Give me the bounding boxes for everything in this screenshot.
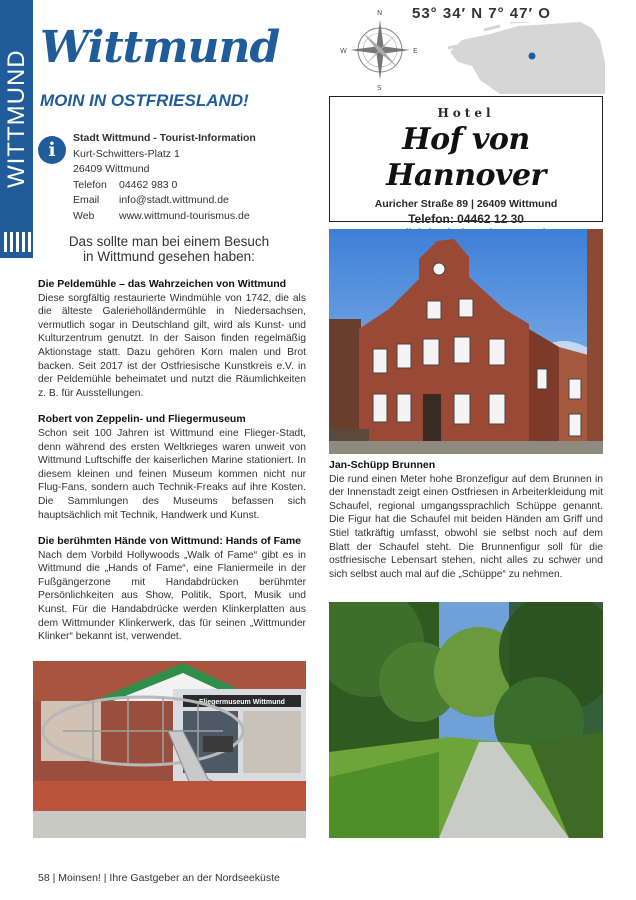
section-heading: Die berühmten Hände von Wittmund: Hands of Fame [38,535,302,548]
section-heading: Jan-Schüpp Brunnen [329,459,436,471]
compass-rose-icon [340,6,420,90]
photo-historic-building [329,229,603,454]
side-stripes [0,232,33,260]
section-heading: Die Peldemühle – das Wahrzeichen von Wittmund [38,278,287,290]
photo-park-path [329,602,603,838]
compass-e: E [413,47,418,55]
intro-line-1: Das sollte man bei einem Besuch [68,234,270,249]
contact-city: 26409 Wittmund [73,163,150,175]
ad-address: Auricher Straße 89 | 26409 Wittmund [374,198,558,210]
side-label: WITTMUND [3,49,30,188]
compass-w: W [340,47,347,55]
museum-sign: Fliegermuseum Wittmund [199,699,285,706]
ad-heading: Hotel [437,106,495,120]
right-column [329,459,603,581]
email-link[interactable]: info@stadt.wittmund.de [119,194,229,206]
region-map [440,22,605,94]
contact-street: Kurt-Schwitters-Platz 1 [73,147,180,160]
compass-n: N [377,9,383,17]
intro-line-2: in Wittmund gesehen haben: [83,249,255,264]
coordinates: 53° 34′ N 7° 47′ O [412,5,551,22]
contact-web-row [73,209,256,225]
page-subtitle: MOIN IN OSTFRIESLAND! [40,91,249,110]
section-text: Die rund einen Meter hohe Bronzefigur auf dem Brunnen in der Innenstadt zeigt einen Ostfriesen in Arbeiterkleidung mit Schaufel, regional umgangssprachlich Schüppe genannt. Die Figur hat die Schaufel mit beiden Händen am Griff und Stiel tatkräftig umfasst, obwohl sie selbst noch auf dem Blatt der Schaufel steht. Die Brunnenfigur soll für die ostfriesische Lebensart stehen, nicht alles zu schwer und sich selbst auch mal auf die „Schüppe“ zu nehmen. [329,473,603,580]
phone-label: Telefon [73,178,107,191]
intro-text [38,234,300,264]
info-icon: i [38,136,66,164]
map-location-marker [529,53,536,60]
section-heading: Robert von Zeppelin- und Fliegermuseum [38,413,246,426]
contact-block [73,131,256,224]
compass-s: S [377,84,382,90]
section-text: Schon seit 100 Jahren ist Wittmund eine Flieger-Stadt, denn während des ersten Weltkrieges waren unweit von Wittmund Luftschiffe der kaiserlichen Marine stationiert. In diesem kleinen und feinen Museum kommen nicht nur Flug-Fans, sondern auch Technik-Freaks auf ihre Kosten. Die Sammlungen des Museums befassen sich hauptsächlich mit Technik, Handwerk und Kunst. [38,427,306,521]
contact-email-row [73,193,256,209]
ad-hotel-name: Hof von Hannover [386,122,546,193]
contact-phone-row [73,178,256,194]
section-text: Diese sorgfältig restaurierte Windmühle von 1742, die als die älteste Galerieholländermühle in Niedersachsen, vermutlich sogar in Deutschland gilt, wird als Kunst- und Kulturzentrum genutzt. In der Saison finden regelmäßig Aktionstage statt. Dazu gehören Korn malen und Brot backen. Seit 2017 ist der Ostfriesische Kunstkreis e.V. in der Peldemühle beheimatet und nutzt die Räumlichkeiten z. B. für Ausstellungen. [38,292,306,399]
photo-airship-museum [33,661,306,838]
page-title: Wittmund [40,22,280,73]
ad-phone: Telefon: 04462 12 30 [408,212,524,226]
section-text: Nach dem Vorbild Hollywoods „Walk of Fame“ gibt es in Wittmund die „Hands of Fame“, eine Flaniermeile in der Fußgängerzone mit Handabdrücken berühmter Persönlichkeiten aus Show, Politik, Sport, Musik und Kunst. Für die Handabdrücke werden Klinkerplatten aus dem Wittmunder Klinkerwerk, das für seinen „Wittmunder Klinker“ bekannt ist, verwendet. [38,549,306,643]
email-label: Email [73,194,100,206]
hotel-advertisement [329,96,603,226]
phone-value: 04462 983 0 [119,178,178,191]
web-label: Web [73,209,95,222]
page-footer: 58 | Moinsen! | Ihre Gastgeber an der Nordseeküste [38,872,280,884]
web-link[interactable]: www.wittmund-tourismus.de [119,209,250,222]
contact-name: Stadt Wittmund - Tourist-Information [73,132,256,144]
left-column [38,278,306,657]
